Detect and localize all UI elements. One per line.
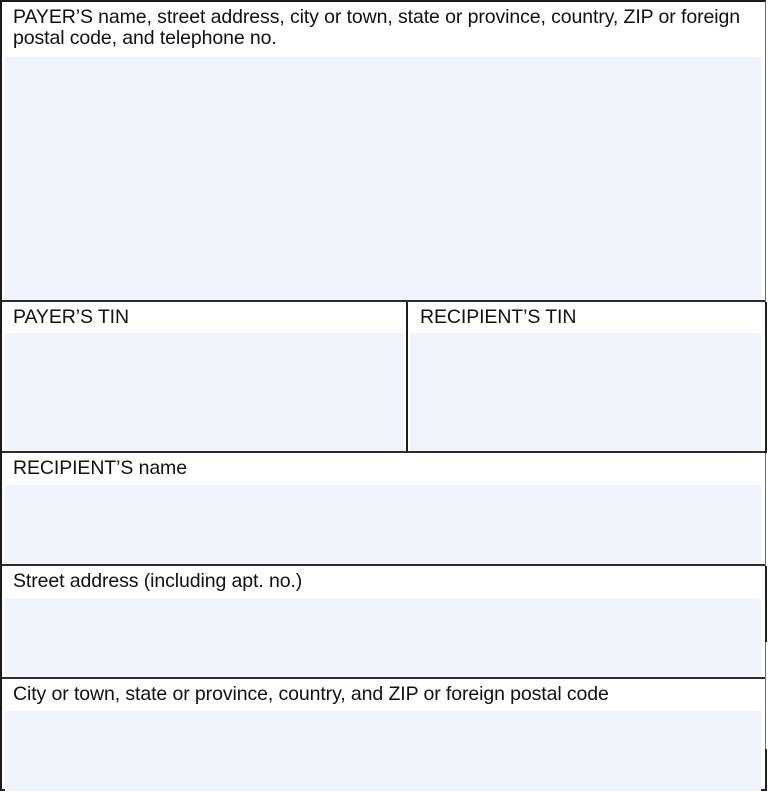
payer-info-label: PAYER’S name, street address, city or town, state or province, country, ZIP or foreign postal code, and telephone no. (13, 6, 740, 49)
recipient-tin-label: RECIPIENT’S TIN (420, 306, 577, 328)
right-edge-accent (765, 749, 767, 791)
tin-row (2, 302, 765, 453)
city-state-zip-cell (2, 679, 765, 791)
payer-tin-field[interactable] (5, 333, 404, 451)
recipient-tin-cell (408, 302, 765, 451)
recipient-name-field[interactable] (5, 485, 761, 564)
recipient-tin-field[interactable] (410, 333, 761, 451)
city-state-zip-label: City or town, state or province, country, and ZIP or foreign postal code (13, 683, 609, 705)
street-address-cell (2, 566, 765, 677)
city-state-zip-row (2, 679, 765, 791)
right-edge-accent (765, 566, 767, 642)
payer-info-row (2, 2, 765, 302)
street-address-field[interactable] (5, 598, 761, 677)
city-state-zip-field[interactable] (5, 711, 761, 791)
payer-tin-cell (2, 302, 406, 451)
payer-tin-label: PAYER’S TIN (13, 306, 129, 328)
street-address-label: Street address (including apt. no.) (13, 570, 303, 592)
recipient-name-cell (2, 453, 765, 564)
recipient-name-label: RECIPIENT’S name (13, 457, 187, 479)
payer-info-cell (2, 2, 765, 300)
payer-info-field[interactable] (5, 57, 761, 300)
right-edge-accent (765, 302, 767, 453)
street-address-row (2, 566, 765, 679)
recipient-name-row (2, 453, 765, 566)
